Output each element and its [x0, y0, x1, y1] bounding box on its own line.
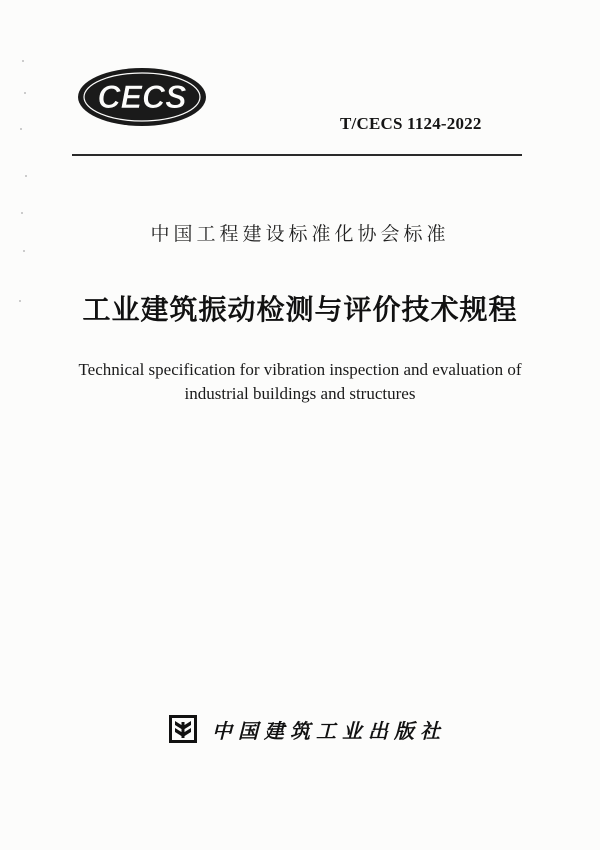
document-title: 工业建筑振动检测与评价技术规程: [82, 293, 518, 326]
english-title: [30, 358, 570, 406]
scan-speck: [24, 92, 26, 94]
publisher-name: 中国建筑工业出版社: [212, 718, 446, 743]
english-title-line-1: Technical specification for vibration inspection and evaluation of: [78, 360, 522, 379]
header-divider: [72, 154, 522, 156]
scan-speck: [20, 128, 22, 130]
scan-speck: [25, 175, 27, 177]
logo-text: CECS: [97, 79, 187, 115]
scan-speck: [22, 60, 24, 62]
standard-number: T/CECS 1124-2022: [340, 114, 482, 133]
publisher-emblem-icon: [168, 714, 198, 744]
cecs-logo: [76, 66, 208, 128]
publisher: [168, 712, 446, 746]
scan-speck: [23, 250, 25, 252]
english-title-line-2: industrial buildings and structures: [184, 384, 416, 403]
association-title: 中国工程建设标准化协会标准: [150, 223, 450, 245]
scan-speck: [21, 212, 23, 214]
